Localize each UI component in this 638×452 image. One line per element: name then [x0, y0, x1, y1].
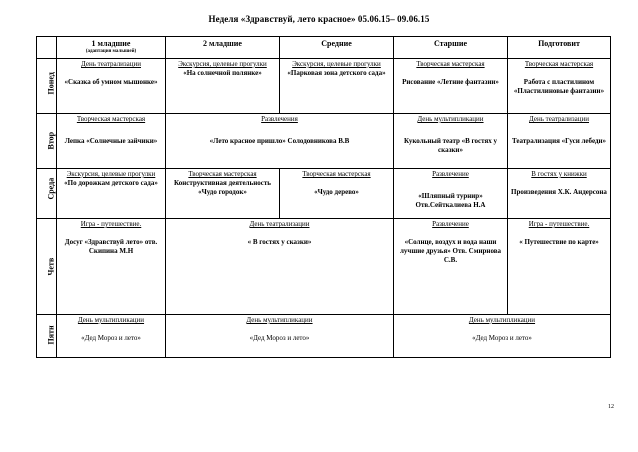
corner-cell	[37, 37, 57, 59]
monday-col2	[166, 59, 280, 114]
activity-category: День театрализации	[249, 220, 310, 228]
activity-category: День мультипликации	[417, 115, 484, 123]
activity-title: «Дед Мороз и лето»	[81, 334, 141, 342]
header-col1	[57, 37, 166, 59]
day-cell-tuesday	[37, 114, 57, 169]
row-tuesday	[37, 114, 611, 169]
thursday-col5	[508, 219, 611, 315]
header-col1-note: (адаптация малышей)	[85, 49, 137, 54]
activity-title: «На солнечной полянке»	[183, 69, 262, 77]
activity-title: «По дорожкам детского сада»	[64, 179, 158, 187]
page-number: 12	[608, 404, 614, 410]
tuesday-col4	[394, 114, 508, 169]
wednesday-col5	[508, 169, 611, 219]
activity-category: Творческая мастерская	[416, 60, 485, 68]
monday-col4	[394, 59, 508, 114]
friday-col1	[57, 315, 166, 358]
wednesday-col2	[166, 169, 280, 219]
day-cell-wednesday	[37, 169, 57, 219]
tuesday-col5	[508, 114, 611, 169]
wednesday-col4	[394, 169, 508, 219]
row-thursday	[37, 219, 611, 315]
activity-title: Произведения Х.К. Андерсона	[511, 188, 607, 196]
activity-category: День мультипликации	[246, 316, 313, 324]
activity-category: День театрализации	[529, 115, 589, 123]
day-label-monday: Понед	[46, 72, 55, 95]
thursday-col4	[394, 219, 508, 315]
activity-category: Развлечения	[261, 115, 298, 123]
activity-title: Работа с пластилином «Пластилиновые фантазии»	[513, 78, 605, 95]
activity-title: «Чудо дерево»	[314, 188, 359, 196]
tuesday-col23	[166, 114, 394, 169]
schedule-table	[36, 36, 611, 358]
activity-title: «Лето красное пришло» Солодовникова В.В	[209, 137, 350, 145]
activity-title: «Шляпный турнир» Отв.Сейткалиева Н.А	[415, 192, 486, 209]
header-row	[37, 37, 611, 59]
thursday-col23	[166, 219, 394, 315]
header-col1-label: 1 младшие	[91, 39, 131, 48]
wednesday-col3	[280, 169, 394, 219]
activity-title: «Дед Мороз и лето»	[249, 334, 310, 342]
header-col2: 2 младшие	[166, 37, 280, 59]
tuesday-col1	[57, 114, 166, 169]
activity-category: Игра - путешествие.	[80, 220, 142, 228]
page-title: Неделя «Здравствуй, лето красное» 05.06.15– 09.06.15	[208, 14, 430, 24]
day-label-tuesday: Втор	[46, 131, 55, 150]
friday-col23	[166, 315, 394, 358]
activity-category: Творческая мастерская	[188, 170, 257, 178]
header-col3: Средние	[280, 37, 394, 59]
activity-title: Конструктивная деятельность «Чудо городок»	[174, 179, 271, 196]
wednesday-col1	[57, 169, 166, 219]
monday-col1	[57, 59, 166, 114]
activity-title: «Дед Мороз и лето»	[472, 334, 532, 342]
activity-category: Творческая мастерская	[524, 60, 594, 68]
activity-category: В гостях у книжки	[531, 170, 587, 178]
activity-title: Рисование «Летние фантазии»	[402, 78, 499, 86]
monday-col5	[508, 59, 611, 114]
activity-title: «Сказка об умном мышонке»	[64, 78, 158, 86]
activity-title: «Солнце, воздух и вода наши лучшие друзья» Отв. Смирнова С.В.	[399, 238, 502, 264]
activity-category: День театрализации	[81, 60, 141, 68]
activity-category: День мультипликации	[77, 316, 145, 324]
activity-category: Экскурсия, целевые прогулки	[178, 60, 267, 68]
row-wednesday	[37, 169, 611, 219]
activity-category: Экскурсия, целевые прогулки	[66, 170, 156, 178]
day-cell-monday	[37, 59, 57, 114]
activity-category: Экскурсия, целевые прогулки	[292, 60, 381, 68]
day-cell-friday	[37, 315, 57, 358]
day-cell-thursday	[37, 219, 57, 315]
activity-title: Лепка «Солнечные зайчики»	[64, 137, 158, 145]
row-friday	[37, 315, 611, 358]
activity-category: День мультипликации	[468, 316, 536, 324]
activity-title: « В гостях у сказки»	[247, 238, 312, 246]
activity-title: Театрализация «Гуси лебеди»	[511, 137, 607, 145]
activity-category: Творческая мастерская	[302, 170, 371, 178]
friday-col45	[394, 315, 611, 358]
header-col4: Старшие	[394, 37, 508, 59]
activity-title: «Парковая зона детского сада»	[287, 69, 386, 77]
day-label-thursday: Четв	[46, 257, 55, 276]
row-monday	[37, 59, 611, 114]
header-col5: Подготовит	[508, 37, 611, 59]
activity-category: Развлечение	[432, 170, 469, 178]
activity-title: Досуг «Здравствуй лето» отв. Скипина М.Н	[64, 238, 158, 255]
activity-category: Игра - путешествие.	[528, 220, 590, 228]
activity-category: Развлечение	[432, 220, 469, 228]
monday-col3	[280, 59, 394, 114]
activity-category: Творческая мастерская	[76, 115, 146, 123]
thursday-col1	[57, 219, 166, 315]
day-label-wednesday: Среда	[46, 177, 55, 200]
activity-title: Кукольный театр «В гостях у сказки»	[403, 137, 498, 154]
activity-title: « Путешествие по карте»	[519, 238, 599, 246]
day-label-friday: Пятн	[46, 325, 55, 345]
